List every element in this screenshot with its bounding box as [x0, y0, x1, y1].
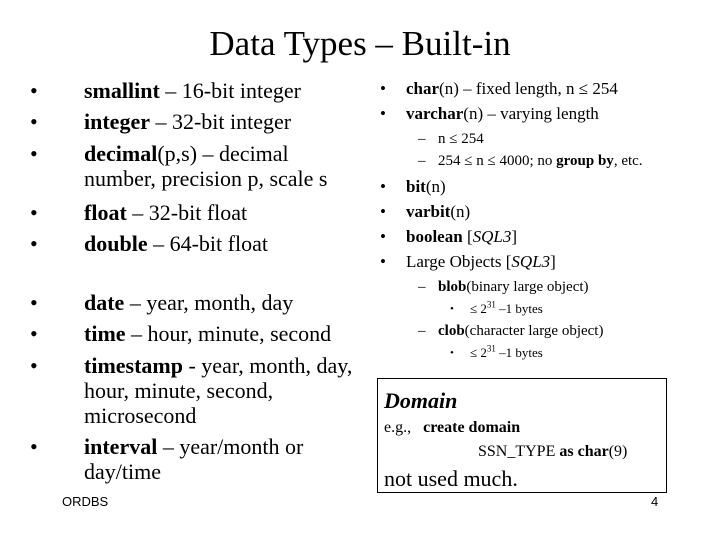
bullet: •	[380, 202, 386, 221]
dash: –	[418, 323, 426, 339]
clob-size-pre: ≤ 2	[470, 345, 487, 360]
bullet: •	[380, 79, 386, 98]
varchar-sub2-post: , etc.	[613, 153, 643, 169]
bullet: •	[30, 141, 38, 166]
bullet: •	[30, 321, 38, 346]
domain-as-keyword: as	[559, 443, 574, 460]
desc-smallint: – 16-bit integer	[159, 78, 301, 103]
desc-double: – 64-bit float	[147, 231, 268, 256]
left-list-basic-types	[30, 75, 360, 259]
varchar-sub-item-2	[380, 150, 710, 172]
lob-post: ]	[550, 252, 556, 271]
domain-char-keyword: char	[577, 443, 609, 460]
bullet: •	[380, 177, 386, 196]
blob-size-pre: ≤ 2	[470, 301, 487, 316]
varchar-sub1-text: n ≤ 254	[438, 131, 484, 147]
right-list-string-types	[380, 76, 710, 364]
left-list-datetime-types	[30, 287, 360, 490]
lob-sub-item-blob	[380, 276, 710, 298]
term-char: char	[406, 79, 440, 98]
desc-timestamp: - year, month, day, hour, minute, second, microsecond	[84, 353, 353, 428]
list-item-bit	[380, 174, 710, 199]
bullet: •	[30, 353, 38, 378]
desc-float: – 32-bit float	[126, 200, 248, 225]
domain-eg-label: e.g.,	[384, 419, 412, 436]
bullet: •	[450, 303, 454, 315]
term-timestamp: timestamp	[84, 353, 183, 378]
slide-title: Data Types – Built-in	[209, 24, 511, 63]
term-smallint: smallint	[84, 78, 160, 103]
lob-sub-item-clob	[380, 320, 710, 342]
boolean-bracket-close: ]	[511, 227, 518, 246]
boolean-bracket-open: [	[462, 227, 473, 246]
bullet: •	[380, 227, 386, 246]
clob-size-exp: 31	[486, 343, 496, 354]
term-time: time	[84, 321, 126, 346]
list-item-time	[30, 318, 360, 349]
term-varbit: varbit	[406, 202, 451, 221]
desc-interval: – year/month or day/time	[84, 434, 304, 484]
desc-varbit: (n)	[450, 202, 471, 221]
desc-date: – year, month, day	[124, 290, 294, 315]
footer-label: ORDBS	[62, 494, 109, 509]
bullet: •	[30, 200, 38, 225]
blob-size-post: –1 bytes	[495, 301, 543, 316]
dash: –	[418, 279, 426, 295]
term-date: date	[84, 290, 125, 315]
list-item-integer	[30, 106, 360, 137]
list-item-large-objects	[380, 249, 710, 274]
desc-bit: (n)	[425, 177, 446, 196]
list-item-smallint	[30, 75, 360, 106]
clob-size	[380, 342, 710, 364]
domain-heading: Domain	[384, 388, 458, 413]
dash: –	[418, 131, 426, 147]
term-clob: clob	[438, 323, 465, 339]
term-double: double	[84, 231, 148, 256]
desc-clob: (character large object)	[464, 323, 604, 339]
desc-char: (n) – fixed length, n ≤ 254	[439, 79, 618, 98]
list-item-varchar	[380, 101, 710, 126]
list-item-decimal	[30, 141, 360, 191]
list-item-varbit	[380, 199, 710, 224]
domain-example-code	[478, 441, 627, 463]
desc-decimal: (p,s) – decimal number, precision p, scale s	[84, 141, 328, 191]
bullet: •	[30, 231, 38, 256]
bullet: •	[450, 347, 454, 359]
term-decimal: decimal	[84, 141, 158, 166]
term-blob: blob	[438, 279, 467, 295]
domain-create-keyword: create domain	[423, 419, 521, 436]
bullet: •	[30, 109, 38, 134]
list-item-char	[380, 76, 710, 101]
boolean-tag: SQL3	[472, 227, 512, 246]
bullet: •	[380, 252, 386, 271]
term-float: float	[84, 200, 127, 225]
desc-blob: (binary large object)	[466, 279, 589, 295]
desc-time: – hour, minute, second	[125, 321, 332, 346]
bullet: •	[30, 78, 38, 103]
list-item-float	[30, 197, 360, 228]
lob-tag: SQL3	[511, 252, 551, 271]
domain-note: not used much.	[384, 466, 518, 491]
list-item-interval	[30, 434, 360, 484]
domain-type-name: SSN_TYPE	[478, 443, 556, 460]
desc-varchar: (n) – varying length	[463, 104, 599, 123]
varchar-sub2-pre: 254 ≤ n ≤ 4000; no	[438, 153, 557, 169]
list-item-date	[30, 287, 360, 318]
term-integer: integer	[84, 109, 150, 134]
term-boolean: boolean	[406, 227, 463, 246]
term-bit: bit	[406, 177, 426, 196]
domain-example-line	[384, 417, 520, 439]
bullet: •	[30, 290, 38, 315]
bullet: •	[380, 104, 386, 123]
varchar-sub-item-1	[380, 128, 710, 150]
varchar-sub2-term: group by	[556, 153, 614, 169]
page-number: 4	[651, 494, 659, 509]
blob-size	[380, 298, 710, 320]
domain-char-arg: (9)	[608, 443, 628, 460]
term-varchar: varchar	[406, 104, 464, 123]
lob-pre: Large Objects [	[406, 252, 512, 271]
term-interval: interval	[84, 434, 158, 459]
list-item-timestamp	[30, 353, 360, 428]
list-item-double	[30, 228, 360, 259]
desc-integer: – 32-bit integer	[149, 109, 292, 134]
domain-box	[377, 378, 667, 493]
blob-size-exp: 31	[486, 299, 496, 310]
dash: –	[418, 153, 426, 169]
list-item-boolean	[380, 224, 710, 249]
clob-size-post: –1 bytes	[495, 345, 543, 360]
bullet: •	[30, 434, 38, 459]
